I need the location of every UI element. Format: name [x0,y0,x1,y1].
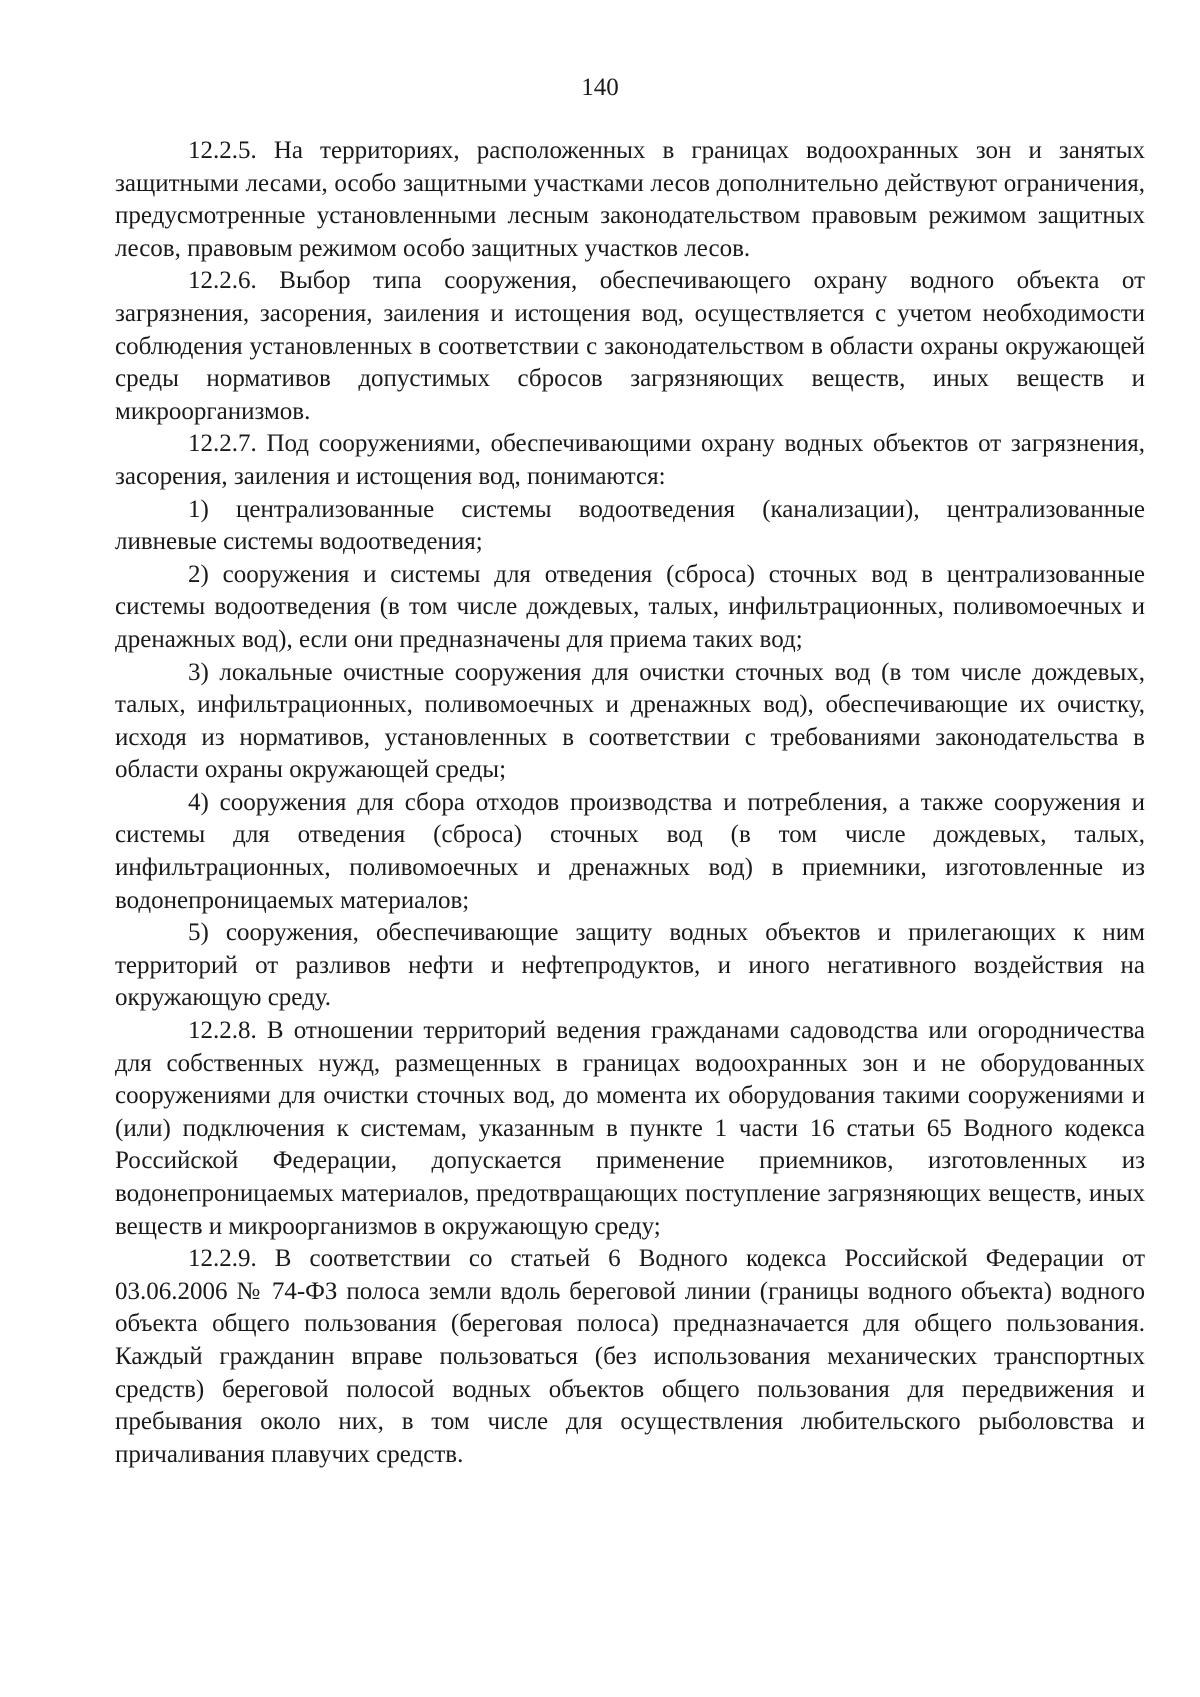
list-item-5: 5) сооружения, обеспечивающие защиту водных объектов и прилегающих к ним территорий от разливов нефти и нефтепродуктов, и иного негативного воздействия на окружающую среду. [115,919,1145,1012]
document-body [115,135,1145,1471]
list-item-1: 1) централизованные системы водоотведения (канализации), централизованные ливневые системы водоотведения; [115,495,1145,556]
paragraph-12-2-5: 12.2.5. На территориях, расположенных в границах водоохранных зон и занятых защитными лесами, особо защитными участками лесов дополнительно действуют ограничения, предусмотренные установленными лесным законодательством правовым режимом защитных лесов, правовым режимом особо защитных участков лесов. [115,137,1145,262]
list-item-4: 4) сооружения для сбора отходов производства и потребления, а также сооружения и системы для отведения (сброса) сточных вод (в том числе дождевых, талых, инфильтрационных, поливомоечных и дренажных вод) в приемники, изготовленные из водонепроницаемых материалов; [115,788,1145,914]
list-item-3: 3) локальные очистные сооружения для очистки сточных вод (в том числе дождевых, талых, инфильтрационных, поливомоечных и дренажных вод), обеспечивающие их очистку, исходя из нормативов, установленных в соответствии с требованиями законодательства в области охраны окружающей среды; [115,658,1145,784]
list-item-2: 2) сооружения и системы для отведения (сброса) сточных вод в централизованные системы водоотведения (в том числе дождевых, талых, инфильтрационных, поливомоечных и дренажных вод), если они предназначены для приема таких вод; [115,560,1145,653]
paragraph-12-2-6: 12.2.6. Выбор типа сооружения, обеспечивающего охрану водного объекта от загрязнения, засорения, заиления и истощения вод, осуществляется с учетом необходимости соблюдения установленных в соответствии с законодательством в области охраны окружающей среды нормативов допустимых сбросов загрязняющих веществ, иных веществ и микроорганизмов. [115,267,1145,425]
paragraph-12-2-7: 12.2.7. Под сооружениями, обеспечивающими охрану водных объектов от загрязнения, засорения, заиления и истощения вод, понимаются: [115,430,1145,490]
paragraph-12-2-8: 12.2.8. В отношении территорий ведения гражданами садоводства или огородничества для собственных нужд, размещенных в границах водоохранных зон и не оборудованных сооружениями для очистки сточных вод, до момента их оборудования такими сооружениями и (или) подключения к системам, указанным в пункте 1 части 16 статьи 65 Водного кодекса Российской Федерации, допускается применение приемников, изготовленных из водонепроницаемых материалов, предотвращающих поступление загрязняющих веществ, иных веществ и микроорганизмов в окружающую среду; [115,1017,1145,1240]
page-number: 140 [581,74,619,101]
paragraph-12-2-9: 12.2.9. В соответствии со статьей 6 Водного кодекса Российской Федерации от 03.06.2006 № 74-ФЗ полоса земли вдоль береговой линии (границы водного объекта) водного объекта общего пользования (береговая полоса) предназначается для общего пользования. Каждый гражданин вправе пользоваться (без использования механических транспортных средств) береговой полосой водных объектов общего пользования для передвижения и пребывания около них, в том числе для осуществления любительского рыболовства и причаливания плавучих средств. [115,1245,1145,1468]
